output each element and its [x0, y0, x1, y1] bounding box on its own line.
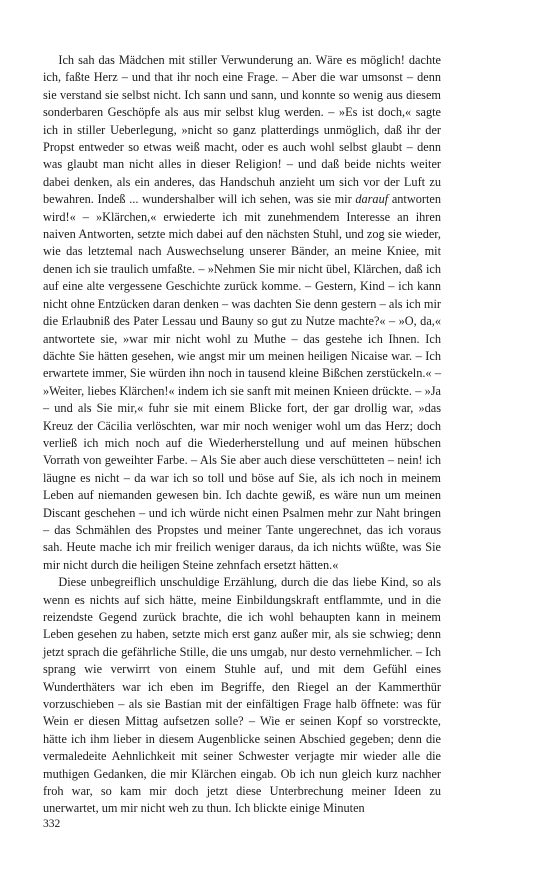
body-text — [43, 52, 441, 818]
paragraph-1-text-a: Ich sah das Mädchen mit stiller Verwunderung an. Wäre es möglich! dachte ich, faßte Herz – und that ihr noch eine Frage. – Aber die war umsonst – denn sie verstand sie selbst nicht. Ich sann und sann, und konnte so wenig aus diesem sonderbaren Geschöpfe als aus mir selbst klug werden. – »Es ist doch,« sagte ich in stiller Ueberlegung, »nicht so ganz platterdings unmöglich, daß ihr der Propst entweder so etwas weiß macht, oder es auch wohl selbst glaubt – denn was glaubt man nicht alles in dieser Religion! – und daß beide nichts weiter dabei denken, als ein anderes, das Handschuh anzieht um sich vor der Luft zu bewahren. Indeß ... wundershalber will ich sehen, was sie mir — [43, 53, 441, 207]
paragraph-2 — [43, 574, 441, 818]
paragraph-1-emphasis: darauf — [355, 192, 389, 207]
paragraph-2-text: Diese unbegreiflich unschuldige Erzählung, durch die das liebe Kind, so als wenn es nichts auf sich hätte, meine Einbildungskraft entflammte, und in die reizendste Gegend zurück brachte, die ich wohl behaupten kann in meinem Leben gesehen zu haben, setzte mich erst ganz außer mir, als sie schwieg; denn jetzt sprach die gefährliche Stille, die uns umgab, nur desto vernehmlicher. – Ich sprang wie verwirrt von einem Stuhle auf, und mit dem Gefühl eines Wunderthäters war ich eben im Begriffe, den Riegel an der Kammerthür vorzuschieben – als sie Bastian mit der einfältigen Frage halb öffnete: was für Wein er diesen Mittag aufsetzen solle? – Wie er seinen Kopf so vorstreckte, hätte ich ihm lieber in diesem Augenblicke seinen Abschied gegeben; denn die vermaledeite Aehnlichkeit mit seiner Schwester verjagte mir wieder alle die muthigen Gedanken, die mir Klärchen eingab. Ob ich nun gleich kurz nachher froh war, so kam mir doch jetzt diese Unterbrechung meiner Ideen zu unerwartet, um mir nicht weh zu thun. Ich blickte einige Minuten — [43, 575, 441, 816]
paragraph-1 — [43, 52, 441, 574]
paragraph-1-text-b: antworten wird!« – »Klärchen,« erwiederte ich mit zunehmendem Interesse an ihren naiven Antworten, setzte mich dabei auf den nächsten Stuhl, und zog sie wieder, wie das letztemal nach Auswechselung unserer Bänder, an meine Kniee, mit denen ich sie traulich umfaßte. – »Nehmen Sie mir nicht übel, Klärchen, daß ich auf eine alte vergessene Geschichte zurück komme. – Gestern, Kind – ich kann nicht ohne Entzücken daran denken – was dachten Sie denn gestern – als ich mir die Erlaubniß des Pater Lessau und Bauny so gut zu Nutze machte?« – »O, da,« antwortete sie, »war mir nicht wohl zu Muthe – das gestehe ich Ihnen. Ich dächte Sie hätten gesehen, wie angst mir um meinen heiligen Nicaise war. – Ich erwartete immer, Sie würden ihn noch in tausend kleine Bißchen zerstückeln.« – »Weiter, liebes Klärchen!« indem ich sie sanft mit meinen Knieen drückte. – »Ja – und als Sie mir,« fuhr sie mit einem Blicke fort, der gar drollig war, »das Kreuz der Cäcilia verlöschten, war mir noch weniger wohl um das Herz; doch verließ ich mich noch auf die Wiederherstellung und auf meinen hübschen Vorrath von geweihter Farbe. – Als Sie aber auch diese verschütteten – nein! ich läugne es nicht – da war ich so toll und böse auf Sie, als ich noch in meinem Leben auf niemanden gewesen bin. Ich dachte gewiß, es wäre nun um meinen Discant geschehen – und ich würde nicht einen Psalmen mehr zur Naht bringen – das Schmählen des Propstes und meiner Tante ungerechnet, das ich voraus sah. Heute mache ich mir freilich weniger daraus, da ich nichts wüßte, was Sie mir nicht durch die heiligen Steine zehnfach ersetzt hätten.« — [43, 192, 441, 572]
page-number: 332 — [43, 818, 61, 830]
